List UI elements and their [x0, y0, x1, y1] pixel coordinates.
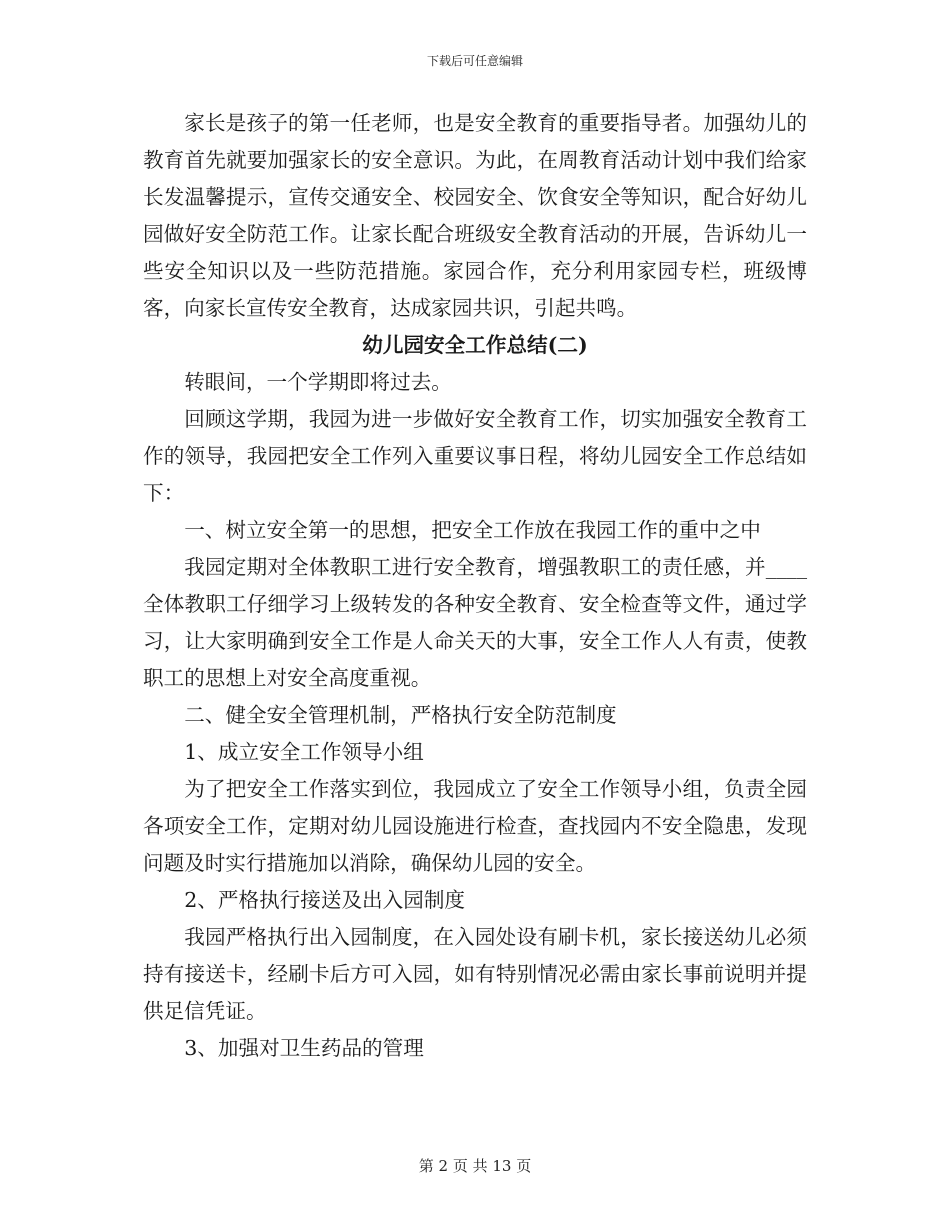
- document-body: [143, 105, 807, 1067]
- heading-item-2: 2、严格执行接送及出入园制度: [184, 888, 466, 912]
- paragraph-intro: 转眼间，一个学期即将过去。: [184, 370, 452, 394]
- paragraph-leadership-group: 为了把安全工作落实到位，我园成立了安全工作领导小组，负责全园各项安全工作，定期对幼儿园设施进行检查，查找园内不安全隐患，发现问题及时实行措施加以消除，确保幼儿园的安全。: [143, 777, 807, 875]
- heading-item-3: 3、加强对卫生药品的管理: [184, 1036, 424, 1060]
- paragraph-review: 回顾这学期，我园为进一步做好安全教育工作，切实加强安全教育工作的领导，我园把安全工作列入重要议事日程，将幼儿园安全工作总结如下：: [143, 407, 807, 505]
- heading-item-1: 1、成立安全工作领导小组: [184, 740, 424, 764]
- paragraph-parent-role: 家长是孩子的第一任老师，也是安全教育的重要指导者。加强幼儿的教育首先就要加强家长的安全意识。为此，在周教育活动计划中我们给家长发温馨提示，宣传交通安全、校园安全、饮食安全等知识，配合好幼儿园做好安全防范工作。让家长配合班级安全教育活动的开展，告诉幼儿一些安全知识以及一些防范措施。家园合作，充分利用家园专栏，班级博客，向家长宣传安全教育，达成家园共识，引起共鸣。: [143, 111, 807, 320]
- paragraph-entry-system: 我园严格执行出入园制度，在入园处设有刷卡机，家长接送幼儿必须持有接送卡，经刷卡后方可入园，如有特别情况必需由家长事前说明并提供足信凭证。: [143, 925, 807, 1023]
- heading-section-2: 二、健全安全管理机制，严格执行安全防范制度: [184, 703, 617, 727]
- paragraph-staff-training: 我园定期对全体教职工进行安全教育，增强教职工的责任感，并____全体教职工仔细学习上级转发的各种安全教育、安全检查等文件，通过学习，让大家明确到安全工作是人命关天的大事，安全工作人人有责，使教职工的思想上对安全高度重视。: [143, 555, 807, 690]
- section-title: 幼儿园安全工作总结(二): [362, 333, 588, 357]
- page-header: 下载后可任意编辑: [426, 54, 523, 68]
- heading-section-1: 一、树立安全第一的思想，把安全工作放在我园工作的重中之中: [184, 518, 761, 542]
- page-number: 第 2 页 共 13 页: [418, 1157, 532, 1175]
